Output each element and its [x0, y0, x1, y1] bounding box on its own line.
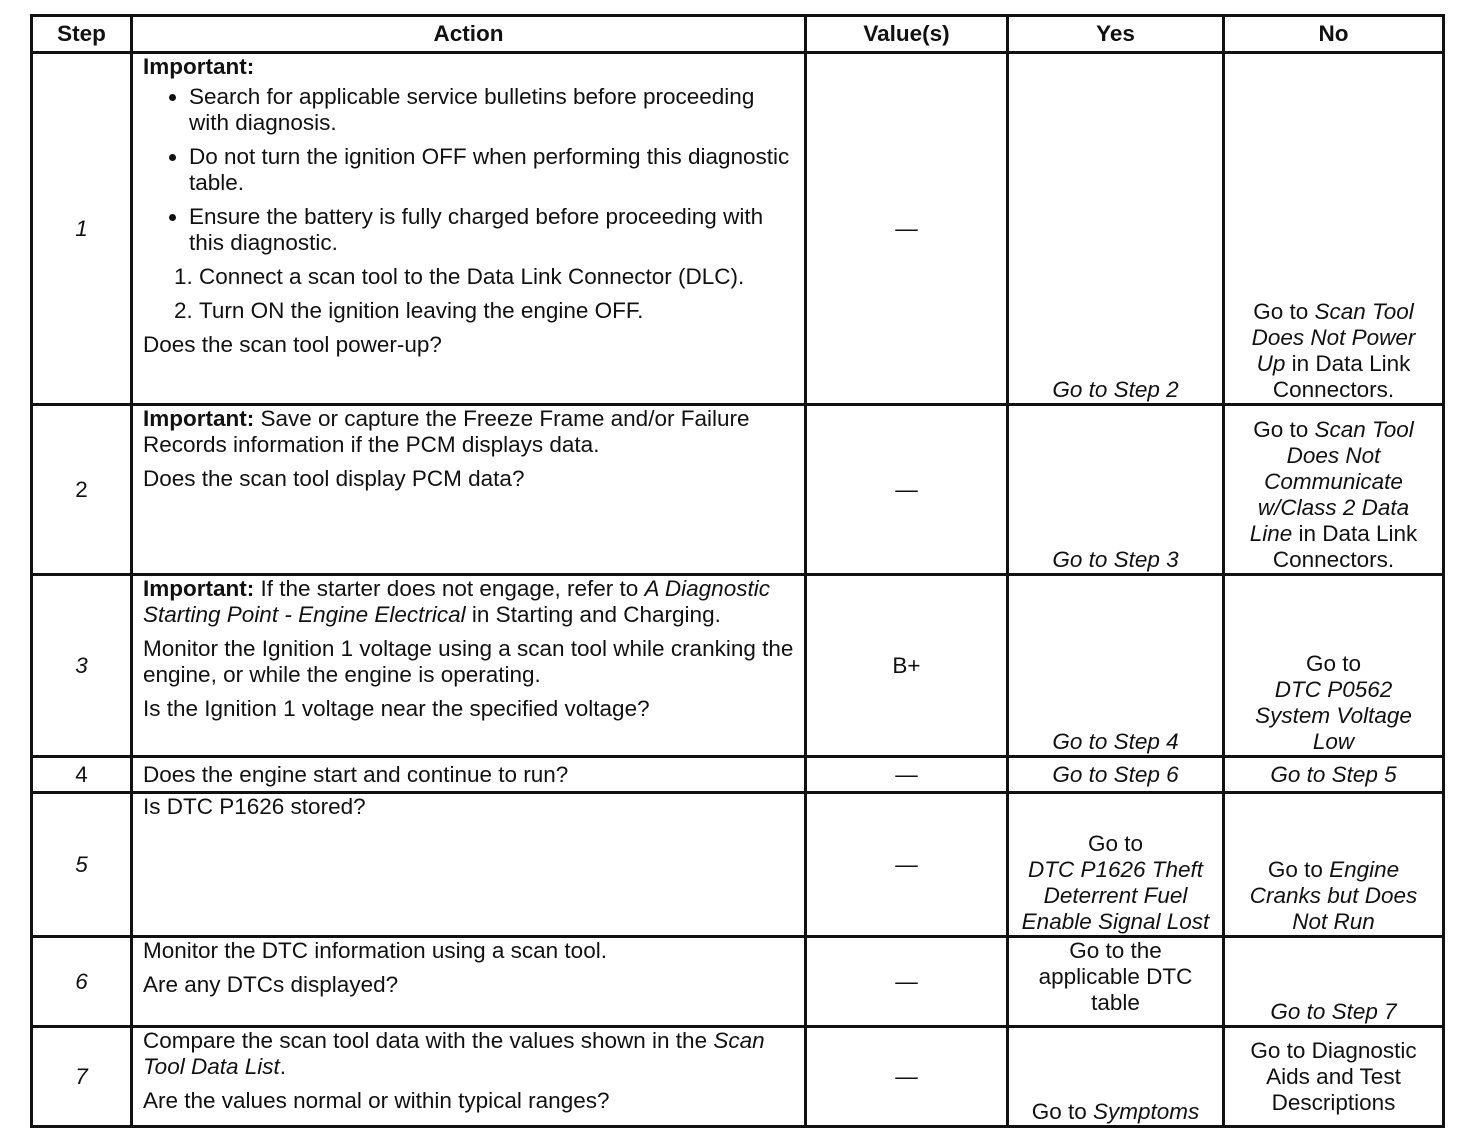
- header-row: [32, 16, 1444, 53]
- instruction-text: [143, 1028, 794, 1080]
- no-link[interactable]: Go to Step 5: [1224, 757, 1444, 793]
- table-row: [32, 757, 1444, 793]
- step-number: 6: [32, 937, 132, 1027]
- yes-prefix: Go to: [1031, 1099, 1093, 1124]
- no-prefix: Go to: [1305, 651, 1362, 676]
- no-link[interactable]: Scan Tool Does Not Power Up: [1251, 299, 1416, 376]
- no-cell: [1224, 405, 1444, 575]
- question-text: Are any DTCs displayed?: [143, 972, 399, 997]
- list-item: • Search for applicable service bulletins before proceeding with diagnosis.: [189, 84, 794, 136]
- table-row: [32, 405, 1444, 575]
- yes-link[interactable]: Go to Step 4: [1008, 575, 1224, 757]
- important-label: Important:: [143, 54, 255, 79]
- yes-link[interactable]: Go to Step 6: [1008, 757, 1224, 793]
- question-text: Is the Ignition 1 voltage near the specified voltage?: [143, 696, 650, 721]
- list-item: • Do not turn the ignition OFF when performing this diagnostic table.: [189, 144, 794, 196]
- important-suffix: in Starting and Charging.: [465, 602, 721, 627]
- yes-link[interactable]: Go to Step 2: [1008, 53, 1224, 405]
- instruction-text: Monitor the DTC information using a scan tool.: [143, 938, 607, 963]
- value-cell: B+: [806, 575, 1008, 757]
- value-cell: —: [806, 405, 1008, 575]
- question-text: Does the scan tool display PCM data?: [143, 466, 525, 491]
- no-cell: [1224, 575, 1444, 757]
- important-label: Important:: [143, 576, 255, 601]
- header-no: No: [1224, 16, 1444, 53]
- data-list-link[interactable]: Scan Tool Data List: [143, 1028, 765, 1079]
- no-link[interactable]: Go to Diagnostic Aids and Test Descriptions: [1224, 1027, 1444, 1127]
- question-text: Does the engine start and continue to run?: [132, 757, 806, 793]
- table-row: [32, 575, 1444, 757]
- list-item: 1. Connect a scan tool to the Data Link Connector (DLC).: [199, 264, 794, 290]
- yes-link[interactable]: Go to Step 3: [1008, 405, 1224, 575]
- value-cell: —: [806, 1027, 1008, 1127]
- list-item: • Ensure the battery is fully charged before proceeding with this diagnostic.: [189, 204, 794, 256]
- important-note: [143, 406, 794, 458]
- step-number: 5: [32, 793, 132, 937]
- step-number: 7: [32, 1027, 132, 1127]
- value-cell: —: [806, 793, 1008, 937]
- no-link[interactable]: Engine Cranks but Does Not Run: [1249, 857, 1418, 934]
- important-note: [143, 576, 794, 628]
- value-cell: —: [806, 757, 1008, 793]
- question-text: Is DTC P1626 stored?: [132, 793, 806, 937]
- yes-cell: [1008, 1027, 1224, 1127]
- numbered-list: [143, 264, 794, 324]
- important-link[interactable]: A Diagnostic Starting Point - Engine Electrical: [143, 576, 770, 627]
- value-cell: —: [806, 53, 1008, 405]
- step-number: 4: [32, 757, 132, 793]
- yes-link[interactable]: Symptoms: [1093, 1099, 1200, 1124]
- instruction-text: Monitor the Ignition 1 voltage using a scan tool while cranking the engine, or while the engine is operating.: [143, 636, 794, 687]
- table-row: [32, 793, 1444, 937]
- yes-link[interactable]: Go to the applicable DTC table: [1008, 937, 1224, 1027]
- list-item: 2. Turn ON the ignition leaving the engine OFF.: [199, 298, 794, 324]
- question-text: Are the values normal or within typical ranges?: [143, 1088, 610, 1113]
- no-prefix: Go to: [1253, 417, 1315, 442]
- important-text: Save or capture the Freeze Frame and/or Failure Records information if the PCM displays data.: [143, 406, 750, 457]
- no-prefix: Go to: [1267, 857, 1330, 882]
- no-cell: [1224, 793, 1444, 937]
- header-values: Value(s): [806, 16, 1008, 53]
- header-step: Step: [32, 16, 132, 53]
- bullet-list: [143, 84, 794, 256]
- no-link[interactable]: DTC P0562 System Voltage Low: [1255, 677, 1412, 754]
- no-link[interactable]: Scan Tool Does Not Communicate w/Class 2 Data Line: [1249, 417, 1414, 546]
- no-prefix: Go to: [1253, 299, 1315, 324]
- diagnostic-table: [30, 14, 1445, 1128]
- step-number: 2: [32, 405, 132, 575]
- no-suffix: in Data Link Connectors.: [1272, 351, 1411, 402]
- instruction-suffix: .: [279, 1054, 287, 1079]
- no-cell: [1224, 53, 1444, 405]
- no-link[interactable]: Go to Step 7: [1224, 937, 1444, 1027]
- action-cell: [132, 405, 806, 575]
- yes-prefix: Go to: [1087, 831, 1144, 856]
- instruction-prefix: Compare the scan tool data with the values shown in the: [143, 1028, 714, 1053]
- action-cell: [132, 1027, 806, 1127]
- no-suffix: in Data Link Connectors.: [1272, 521, 1418, 572]
- table-row: [32, 1027, 1444, 1127]
- action-cell: [132, 937, 806, 1027]
- table-row: [32, 937, 1444, 1027]
- header-yes: Yes: [1008, 16, 1224, 53]
- step-number: 1: [32, 53, 132, 405]
- table-row: [32, 53, 1444, 405]
- step-number: 3: [32, 575, 132, 757]
- yes-link[interactable]: DTC P1626 Theft Deterrent Fuel Enable Signal Lost: [1021, 857, 1210, 934]
- yes-cell: [1008, 793, 1224, 937]
- header-action: Action: [132, 16, 806, 53]
- action-cell: [132, 575, 806, 757]
- value-cell: —: [806, 937, 1008, 1027]
- important-label: Important:: [143, 406, 255, 431]
- important-text: If the starter does not engage, refer to: [254, 576, 645, 601]
- question-text: Does the scan tool power-up?: [143, 332, 442, 357]
- action-cell: [132, 53, 806, 405]
